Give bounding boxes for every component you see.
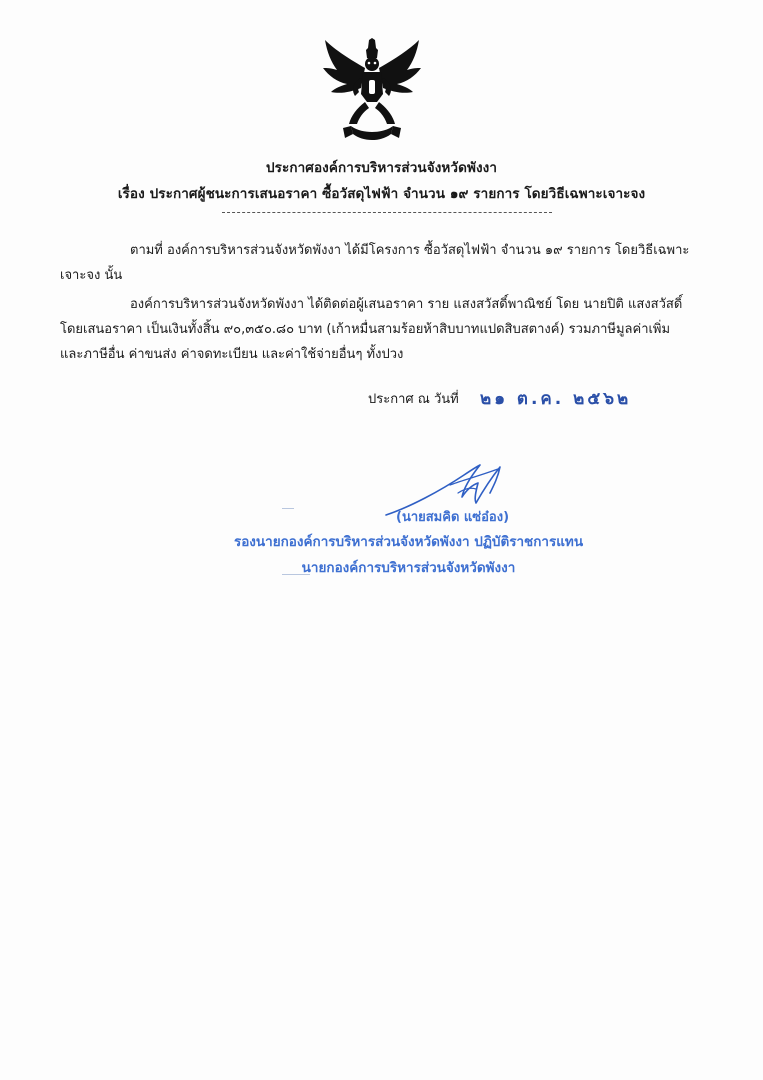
announce-date: ๒๑ ต.ค. ๒๕๖๒: [480, 389, 632, 409]
paragraph-line: ตามที่ องค์การบริหารส่วนจังหวัดพังงา ได้มีโครงการ ซื้อวัสดุไฟฟ้า จำนวน ๑๙ รายการ โดยวิธีเฉพาะ: [130, 243, 690, 258]
garuda-emblem-icon: [321, 38, 423, 146]
document-subject: เรื่อง ประกาศผู้ชนะการเสนอราคา ซื้อวัสดุไฟฟ้า จำนวน ๑๙ รายการ โดยวิธีเฉพาะเจาะจง: [117, 186, 646, 202]
signer-organization: นายกองค์การบริหารส่วนจังหวัดพังงา: [301, 560, 516, 576]
signer-position: รองนายกองค์การบริหารส่วนจังหวัดพังงา ปฏิบัติราชการแทน: [233, 534, 584, 550]
paragraph-project: [60, 238, 700, 288]
paragraph-line: เจาะจง นั้น: [60, 268, 123, 283]
announce-label: ประกาศ ณ วันที่: [368, 392, 459, 407]
paragraph-line: โดยเสนอราคา เป็นเงินทั้งสิ้น ๙๐,๓๕๐.๘๐ บาท (เก้าหมื่นสามร้อยห้าสิบบาทแปดสิบสตางค์) รวมภาษีมูลค่าเพิ่ม: [60, 322, 671, 337]
document-title: ประกาศองค์การบริหารส่วนจังหวัดพังงา: [265, 160, 498, 176]
paragraph-line: และภาษีอื่น ค่าขนส่ง ค่าจดทะเบียน และค่าใช้จ่ายอื่นๆ ทั้งปวง: [60, 347, 404, 362]
stamp-trace: [282, 508, 294, 509]
paragraph-award: [60, 292, 700, 367]
paragraph-line: องค์การบริหารส่วนจังหวัดพังงา ได้ติดต่อผู้เสนอราคา ราย แสงสวัสดิ์พาณิชย์ โดย นายปิติ แสงสวัสดิ์: [130, 297, 683, 312]
separator-line: [222, 212, 552, 213]
signer-name: (นายสมคิด แซ่อ๋อง): [396, 510, 510, 525]
